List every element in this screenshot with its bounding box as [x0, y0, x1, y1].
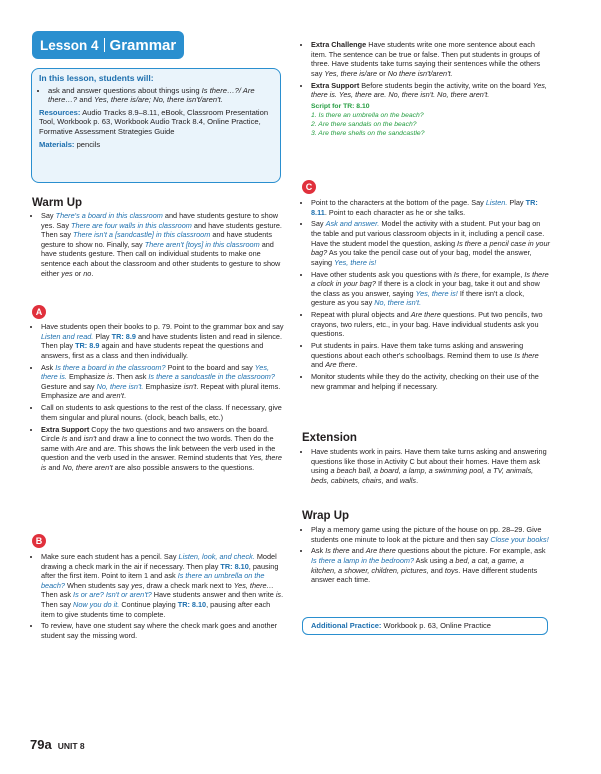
materials-line: Materials: pencils — [39, 139, 101, 149]
page-footer — [30, 736, 85, 754]
section-b-badge: B — [32, 534, 46, 548]
objectives-list — [39, 86, 273, 105]
unit-label: UNIT 8 — [57, 741, 85, 751]
script-line: 1. Is there an umbrella on the beach? — [311, 111, 424, 119]
section-a-body — [32, 322, 284, 475]
extension-heading: Extension — [302, 432, 357, 444]
resources-line: Resources: Audio Tracks 8.9–8.11, eBook, Classroom Presentation Tool, Workbook p. 63, Workbook Audio Track 8.4, Online Practice, Formative Assessment Strategies Guide — [39, 107, 269, 136]
wrap-up-body — [302, 525, 550, 587]
script-block — [302, 102, 550, 138]
extension-body — [302, 447, 550, 488]
additional-practice-box — [302, 617, 548, 635]
section-a-item: • Extra Support Copy the two questions and two answers on the board. Circle Is and isn't and draw a line to connect the two words. Then do the same with Are and are. This shows the link between the verb used in the question and the verb used in the answer. Remind students that Yes, there is and No, there aren't are also possible answers to the questions. — [41, 425, 284, 473]
section-a-item: • Have students open their books to p. 79. Point to the grammar box and say Listen and read. Play TR: 8.9 and have students listen and read in silence. Then play TR: 8.9 again and have students repeat the questions and answers, first as a class and then individually. — [41, 322, 284, 360]
additional-practice-text: Workbook p. 63, Online Practice — [381, 621, 491, 630]
right-column-top — [302, 40, 550, 142]
lesson-header — [32, 31, 184, 59]
objectives-box — [31, 68, 281, 183]
section-c-body — [302, 198, 550, 393]
wrap-up-item: • Play a memory game using the picture of the house on pp. 28–29. Give students one minute to look at the picture and then say Close your books! — [311, 525, 550, 544]
section-b-body — [32, 552, 284, 643]
section-c-item: • Put students in pairs. Have them take turns asking and answering questions about each other's schoolbags. Remind them to use Is there and Are there. — [311, 341, 550, 370]
lesson-title: Grammar — [109, 36, 177, 54]
section-c-item: • Monitor students while they do the activity, checking on their use of the new grammar and helping if necessary. — [311, 372, 550, 391]
page-number: 79a — [30, 737, 52, 752]
section-a-badge: A — [32, 305, 46, 319]
extension-item: • Have students work in pairs. Have them take turns asking and answering questions like those in Activity C but about their homes. Have them ask using a beach ball, a board, a lamp, a swimming pool, a TV, animals, beds, cabinets, chairs, and walls. — [311, 447, 550, 485]
section-c-item: • Repeat with plural objects and Are there questions. Put two pencils, two crayons, two rulers, etc., in your bag. Have individual students ask you questions. — [311, 310, 550, 339]
warm-up-heading: Warm Up — [32, 197, 83, 209]
section-a-item: • Call on students to ask questions to the rest of the class. If necessary, give them singular and plural nouns. (clock, beach balls, etc.) — [41, 403, 284, 422]
wrap-up-heading: Wrap Up — [302, 510, 350, 522]
section-c-item: • Say Ask and answer. Model the activity with a student. Put your bag on the table and put various classroom objects in it, including a pencil case. Have the student model the question, asking Is there a pencil case in your bag? As you take the pencil case out of your bag, model the answer, saying Yes, there is! — [311, 219, 550, 267]
warm-up-item: • Say There's a board in this classroom and have students gesture to show yes. Say There are four walls in this classroom and have students gesture. Then say There isn't a [sandcastle] in this classroom and have students gesture to show no. Finally, say There aren't [toys] in this classroom and have students gesture. Then call on individual students to make one sentence each about the classroom and other students to gesture to show either yes or no. — [41, 211, 284, 278]
extra-challenge-item: • Extra Challenge Have students write one more sentence about each item. The sentence can be true or false. Then put students in groups of three. Have students take turns saying their sentences while the others say Yes, there is/are or No there isn't/aren't. — [311, 40, 550, 78]
extra-support-item: • Extra Support Before students begin the activity, write on the board Yes, there is. Yes, there are. No, there isn't. No, there aren't. — [311, 81, 550, 100]
section-a-item: • Ask Is there a board in the classroom? Point to the board and say Yes, there is. Emphasize is. Then ask Is there a sandcastle in the classroom? Gesture and say No, there isn't. Emphasize isn't. Repeat with plural items. Emphasize are and aren't. — [41, 363, 284, 401]
script-label: Script for TR: 8.10 — [311, 102, 370, 110]
lesson-number: Lesson 4 — [40, 37, 99, 53]
script-line: 2. Are there sandals on the beach? — [311, 120, 417, 128]
section-c-item: • Have other students ask you questions with Is there, for example, Is there a clock in your bag? If there is a clock in your bag, take it out and show the class as you answer, saying Yes, there is! If there isn't a clock, gesture as you say No, there isn't. — [311, 270, 550, 308]
section-c-item: • Point to the characters at the bottom of the page. Say Listen. Play TR: 8.11. Point to each character as he or she talks. — [311, 198, 550, 217]
header-divider — [104, 38, 105, 52]
wrap-up-item: • Ask Is there and Are there questions about the picture. For example, ask Is there a lamp in the bedroom? Ask using a bed, a cat, a game, a kitchen, a shower, children, pictures, and toys. Have different students answer each time. — [311, 546, 550, 584]
section-b-item: • To review, have one student say where the check mark goes and another student say the missing word. — [41, 621, 284, 640]
additional-practice-label: Additional Practice: — [311, 621, 382, 630]
warm-up-body — [32, 211, 284, 280]
objectives-heading: In this lesson, students will: — [39, 73, 154, 83]
objective-item: • ask and answer questions about things using Is there…?/ Are there…? and Yes, there is/are; No, there isn't/aren't. — [48, 86, 273, 105]
section-c-badge: C — [302, 180, 316, 194]
script-line: 3. Are there shells on the sandcastle? — [311, 129, 425, 137]
section-b-item: • Make sure each student has a pencil. Say Listen, look, and check. Model drawing a check mark in the air if necessary. Then play TR: 8.10, pausing after the first item. Point to item 1 and ask Is there an umbrella on the beach? When students say yes, draw a check mark next to Yes, there… Then ask Is or are? Isn't or aren't? Have students answer and then write is. Then say Now you do it. Continue playing TR: 8.10, pausing after each item to give students time to complete. — [41, 552, 284, 619]
